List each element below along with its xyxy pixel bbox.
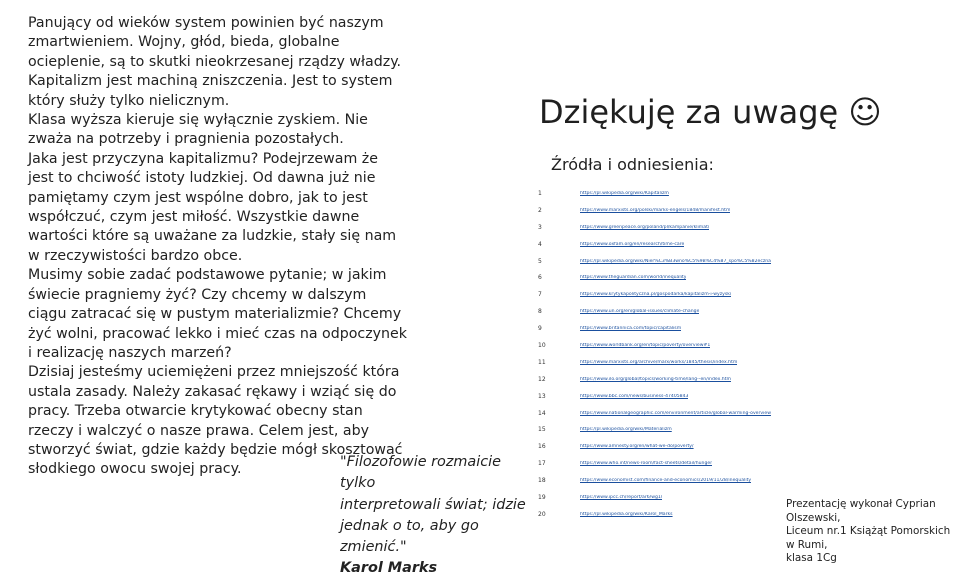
source-link[interactable]: https://www.worldbank.org/en/topic/poverty/overview#1 [580,342,711,348]
sources-list [538,185,771,523]
source-link[interactable]: https://www.marxists.org/archive/marx/works/1845/thesis/index.htm [580,359,738,365]
source-item [538,286,771,303]
source-number: 20 [538,510,546,518]
source-item [538,405,771,422]
source-number: 3 [538,223,542,231]
source-link[interactable]: https://pl.wikipedia.org/wiki/Karol_Marks [580,511,673,517]
source-item [538,269,771,286]
page-title: Dziękuję za uwagę ☺ [539,93,882,131]
main-paragraph: Dzisiaj jesteśmy uciemiężeni przez mniejszość która ustala zasady. Należy zakasać rękawy i wziąć się do pracy. Trzeba otwarcie krytykować obecny stan rzeczy i walczyć o nasze prawa. Celem jest, aby stworzyć świat, gdzie każdy będzie mógł skosztować słodkiego owocu swojej pracy. [28,364,403,478]
source-link[interactable]: https://www.greenpeace.org/poland/pl/kampanie/klimat/ [580,224,710,230]
source-link[interactable]: https://www.marxists.org/polski/marks-engels/1848/manifest.htm [580,207,731,213]
source-item [538,472,771,489]
source-item [538,421,771,438]
source-number: 9 [538,325,542,333]
quote-author: Karol Marks [340,560,438,577]
source-item [538,337,771,354]
source-item [538,489,771,506]
quote-text: "Filozofowie rozmaicie tylko interpretowali świat; idzie jednak o to, aby go zmienić." [340,454,526,556]
source-number: 8 [538,308,542,316]
source-number: 18 [538,477,546,485]
source-item [538,506,771,523]
source-link[interactable]: https://pl.wikipedia.org/wiki/Materializm [580,427,672,433]
source-item [538,354,771,371]
main-paragraph: Jaka jest przyczyna kapitalizmu? Podejrzewam że jest to chciwość istoty ludzkiej. Od dawna już nie pamiętamy czym jest wspólne dobro, jak to jest współczuć, czym jest miłość. Wszystkie dawne wartości które są uważane za ludzkie, stały się nam w rzeczywistości bardzo obce. [28,150,397,264]
source-item [538,202,771,219]
source-item [538,371,771,388]
source-number: 6 [538,274,542,282]
main-paragraph: Musimy sobie zadać podstawowe pytanie; w jakim świecie pragniemy żyć? Czy chcemy w dalszym ciągu zatracać się w pustym materializmie? Chcemy żyć wolni, pracować lekko i mieć czas na odpoczynek i realizację naszych marzeń? [28,267,407,361]
source-link[interactable]: https://pl.wikipedia.org/wiki/Nier%C3%B3wno%C5%9B%C4%87_spo%C5%82eczna [580,258,771,264]
source-number: 13 [538,392,546,400]
source-item [538,253,771,270]
source-number: 11 [538,358,546,366]
source-item [538,438,771,455]
source-number: 10 [538,341,546,349]
source-number: 12 [538,375,546,383]
source-item [538,236,771,253]
source-number: 16 [538,443,546,451]
source-link[interactable]: https://www.ilo.org/global/topics/working-time/lang--en/index.htm [580,376,731,382]
source-number: 15 [538,426,546,434]
source-item [538,303,771,320]
source-link[interactable]: https://www.britannica.com/topic/capitalism [580,326,682,332]
source-link[interactable]: https://www.nationalgeographic.com/environment/article/global-warming-overview [580,410,771,416]
source-number: 2 [538,206,542,214]
author-credit [786,498,960,566]
source-link[interactable]: https://www.ipcc.ch/report/ar6/wg1/ [580,494,663,500]
source-number: 17 [538,460,546,468]
source-number: 19 [538,493,546,501]
source-number: 1 [538,189,542,197]
source-link[interactable]: https://pl.wikipedia.org/wiki/Kapitalizm [580,190,669,196]
source-item [538,320,771,337]
source-number: 7 [538,291,542,299]
source-link[interactable]: https://www.oxfam.org/en/research/time-care [580,241,685,247]
sources-heading: Źródła i odniesienia: [551,155,714,174]
source-link[interactable]: https://www.who.int/news-room/fact-sheets/detail/hunger [580,461,713,467]
source-link[interactable]: https://www.economist.com/finance-and-economics/2019/11/28/inequality [580,478,752,484]
class-line: klasa 1Cg [786,552,837,564]
source-number: 4 [538,240,542,248]
source-number: 14 [538,409,546,417]
source-number: 5 [538,257,542,265]
source-item [538,219,771,236]
source-link[interactable]: https://www.un.org/en/global-issues/climate-change [580,309,700,315]
source-item [538,455,771,472]
main-paragraph: Klasa wyższa kieruje się wyłącznie zyskiem. Nie zważa na potrzeby i pragnienia pozostałych. [28,112,368,148]
author-line: Prezentację wykonał Cyprian Olszewski, [786,498,936,524]
source-item [538,185,771,202]
school-line: Liceum nr.1 Książąt Pomorskich w Rumi, [786,525,951,551]
source-link[interactable]: https://www.krytykapolityczna.pl/gospodarka/kapitalizm-i-wyzysk/ [580,292,732,298]
main-text [28,14,408,480]
source-item [538,388,771,405]
main-paragraph: Panujący od wieków system powinien być naszym zmartwieniem. Wojny, głód, bieda, globalne ocieplenie, są to skutki nieokrzesanej rządzy władzy. Kapitalizm jest machiną zniszczenia. Jest to system który służy tylko nielicznym. [28,15,402,109]
source-link[interactable]: https://www.amnesty.org/en/what-we-do/poverty/ [580,444,694,450]
quote [340,452,540,580]
source-link[interactable]: https://www.theguardian.com/world/inequality [580,275,687,281]
source-link[interactable]: https://www.bbc.com/news/business-47405843 [580,393,689,399]
